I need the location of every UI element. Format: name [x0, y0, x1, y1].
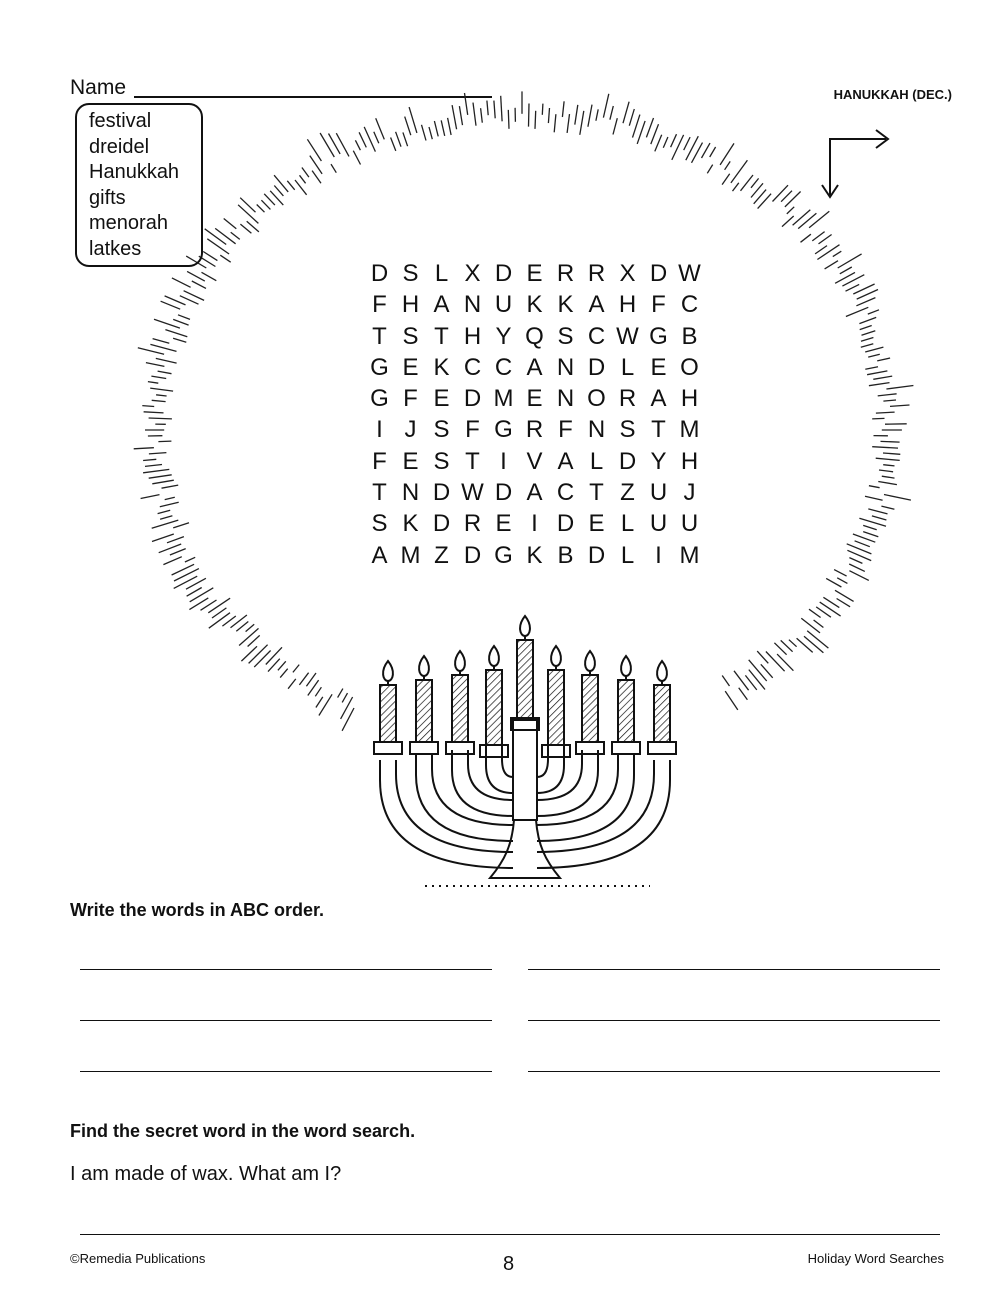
grid-letter[interactable]: L [620, 541, 635, 569]
word-bank-item: dreidel [89, 135, 150, 158]
grid-letter[interactable]: A [371, 541, 388, 569]
grid-letter[interactable]: W [461, 479, 484, 507]
grid-letter[interactable]: C [463, 353, 482, 381]
grid-letter[interactable]: R [556, 260, 575, 287]
grid-letter[interactable]: W [678, 260, 701, 287]
grid-letter[interactable]: U [649, 510, 668, 538]
abc-order-heading: Write the words in ABC order. [70, 900, 325, 920]
word-bank [75, 103, 203, 267]
grid-letter[interactable]: I [531, 510, 538, 538]
grid-letter[interactable]: H [463, 322, 482, 350]
grid-letter[interactable]: F [372, 291, 387, 319]
grid-letter[interactable]: D [556, 510, 575, 538]
grid-letter[interactable]: F [372, 447, 387, 475]
word-bank-item: festival [89, 110, 152, 132]
grid-letter[interactable]: M [679, 416, 700, 444]
book-title: Holiday Word Searches [807, 1251, 944, 1266]
grid-letter[interactable]: I [655, 541, 662, 569]
grid-letter[interactable]: U [494, 291, 513, 319]
grid-letter[interactable]: E [433, 385, 450, 413]
grid-letter[interactable]: Z [620, 479, 635, 507]
grid-letter[interactable]: R [587, 260, 606, 287]
grid-letter[interactable]: D [432, 510, 451, 538]
grid-row [364, 289, 705, 320]
grid-letter[interactable]: M [400, 541, 421, 569]
grid-letter[interactable]: I [376, 416, 383, 444]
secret-answer-line[interactable] [80, 1234, 940, 1235]
grid-letter[interactable]: S [619, 416, 636, 444]
grid-letter[interactable]: C [494, 353, 513, 381]
grid-letter[interactable]: G [649, 322, 668, 350]
grid-letter[interactable]: E [402, 447, 419, 475]
grid-letter[interactable]: M [679, 541, 700, 569]
grid-letter[interactable]: E [650, 353, 667, 381]
grid-letter[interactable]: S [433, 447, 450, 475]
grid-letter[interactable]: E [402, 353, 419, 381]
grid-letter[interactable]: C [680, 291, 699, 319]
word-bank-item: Hanukkah [89, 161, 180, 183]
grid-letter[interactable]: X [464, 260, 481, 287]
grid-letter[interactable]: W [616, 322, 639, 350]
riddle-text: I am made of wax. What am I? [70, 1163, 342, 1185]
grid-letter[interactable]: C [587, 322, 606, 350]
grid-letter[interactable]: X [619, 260, 636, 287]
menorah-icon [374, 616, 676, 886]
grid-letter[interactable]: D [494, 260, 513, 287]
grid-letter[interactable]: G [370, 385, 389, 413]
name-label: Name [70, 76, 127, 99]
grid-letter[interactable]: K [526, 541, 543, 569]
grid-letter[interactable]: T [651, 416, 666, 444]
secret-word-heading: Find the secret word in the word search. [70, 1121, 416, 1141]
grid-letter[interactable]: T [372, 322, 387, 350]
grid-letter[interactable]: O [680, 353, 699, 381]
grid-letter[interactable]: F [651, 291, 666, 319]
grid-letter[interactable]: I [500, 447, 507, 475]
grid-letter[interactable]: U [649, 479, 668, 507]
worksheet-topic: HANUKKAH (DEC.) [833, 87, 952, 102]
grid-letter[interactable]: Y [495, 322, 512, 350]
abc-answer-line[interactable] [80, 1020, 492, 1021]
word-search-grid [364, 258, 705, 571]
grid-letter[interactable]: J [404, 416, 417, 444]
grid-letter[interactable]: R [463, 510, 482, 538]
grid-letter[interactable]: A [650, 385, 667, 413]
grid-letter[interactable]: K [402, 510, 419, 538]
grid-letter[interactable]: L [434, 260, 449, 287]
grid-letter[interactable]: A [557, 447, 574, 475]
grid-letter[interactable]: O [587, 385, 606, 413]
grid-letter[interactable]: V [526, 447, 543, 475]
grid-letter[interactable]: U [680, 510, 699, 538]
grid-letter[interactable]: N [556, 353, 575, 381]
grid-letter[interactable]: D [463, 385, 482, 413]
grid-letter[interactable]: D [618, 447, 637, 475]
grid-letter[interactable]: S [371, 510, 388, 538]
grid-letter[interactable]: D [494, 479, 513, 507]
abc-answer-line[interactable] [80, 1071, 492, 1072]
grid-letter[interactable]: D [587, 541, 606, 569]
grid-letter[interactable]: E [526, 260, 543, 287]
grid-letter[interactable]: M [493, 385, 514, 413]
grid-letter[interactable]: S [557, 322, 574, 350]
grid-letter[interactable]: E [526, 385, 543, 413]
grid-letter[interactable]: T [589, 479, 604, 507]
grid-letter[interactable]: F [558, 416, 573, 444]
grid-row [364, 540, 705, 571]
abc-answer-line[interactable] [528, 969, 940, 970]
grid-letter[interactable]: R [525, 416, 544, 444]
grid-letter[interactable]: A [526, 353, 543, 381]
grid-letter[interactable]: S [402, 322, 419, 350]
grid-letter[interactable]: H [401, 291, 420, 319]
grid-letter[interactable]: D [432, 479, 451, 507]
grid-letter[interactable]: C [556, 479, 575, 507]
grid-letter[interactable]: Y [650, 447, 667, 475]
grid-letter[interactable]: A [433, 291, 450, 319]
grid-letter[interactable]: K [526, 291, 543, 319]
grid-letter[interactable]: L [589, 447, 604, 475]
page-number: 8 [503, 1253, 515, 1275]
grid-row [364, 321, 705, 352]
word-bank-item: gifts [89, 186, 126, 209]
abc-answer-line[interactable] [528, 1020, 940, 1021]
grid-letter[interactable]: K [433, 353, 450, 381]
grid-letter[interactable]: N [556, 385, 575, 413]
grid-letter[interactable]: T [434, 322, 449, 350]
grid-row [364, 477, 705, 508]
grid-letter[interactable]: T [372, 479, 387, 507]
grid-letter[interactable]: T [465, 447, 480, 475]
grid-letter[interactable]: G [494, 416, 513, 444]
direction-arrow-icon [822, 130, 888, 197]
grid-letter[interactable]: H [680, 385, 699, 413]
grid-letter[interactable]: R [618, 385, 637, 413]
grid-letter[interactable]: F [403, 385, 418, 413]
grid-letter[interactable]: N [401, 479, 420, 507]
grid-letter[interactable]: D [463, 541, 482, 569]
word-bank-item: menorah [89, 212, 168, 234]
abc-answer-line[interactable] [528, 1071, 940, 1072]
grid-letter[interactable]: G [370, 353, 389, 381]
abc-answer-line[interactable] [80, 969, 492, 970]
grid-letter[interactable]: B [557, 541, 574, 569]
grid-letter[interactable]: D [587, 353, 606, 381]
publisher-credit: ©Remedia Publications [70, 1251, 206, 1266]
word-bank-item: latkes [89, 237, 142, 260]
grid-row [364, 383, 705, 414]
grid-letter[interactable]: Z [434, 541, 449, 569]
grid-letter[interactable]: H [680, 447, 699, 475]
grid-letter[interactable]: L [620, 353, 635, 381]
grid-letter[interactable]: J [683, 479, 696, 507]
grid-row [364, 258, 705, 289]
grid-letter[interactable]: S [402, 260, 419, 287]
grid-row [364, 446, 705, 477]
grid-letter[interactable]: L [620, 510, 635, 538]
grid-letter[interactable]: G [494, 541, 513, 569]
grid-letter[interactable]: E [588, 510, 605, 538]
grid-letter[interactable]: F [465, 416, 480, 444]
grid-letter[interactable]: K [557, 291, 574, 319]
grid-row [364, 414, 705, 445]
grid-letter[interactable]: A [526, 479, 543, 507]
grid-letter[interactable]: Q [525, 322, 544, 350]
grid-letter[interactable]: E [495, 510, 512, 538]
grid-letter[interactable]: A [588, 291, 605, 319]
grid-row [364, 508, 705, 539]
grid-letter[interactable]: H [618, 291, 637, 319]
grid-letter[interactable]: S [433, 416, 450, 444]
grid-letter[interactable]: D [649, 260, 668, 287]
grid-letter[interactable]: N [463, 291, 482, 319]
grid-letter[interactable]: N [587, 416, 606, 444]
grid-letter[interactable]: D [370, 260, 389, 287]
grid-letter[interactable]: B [681, 322, 698, 350]
grid-row [364, 352, 705, 383]
